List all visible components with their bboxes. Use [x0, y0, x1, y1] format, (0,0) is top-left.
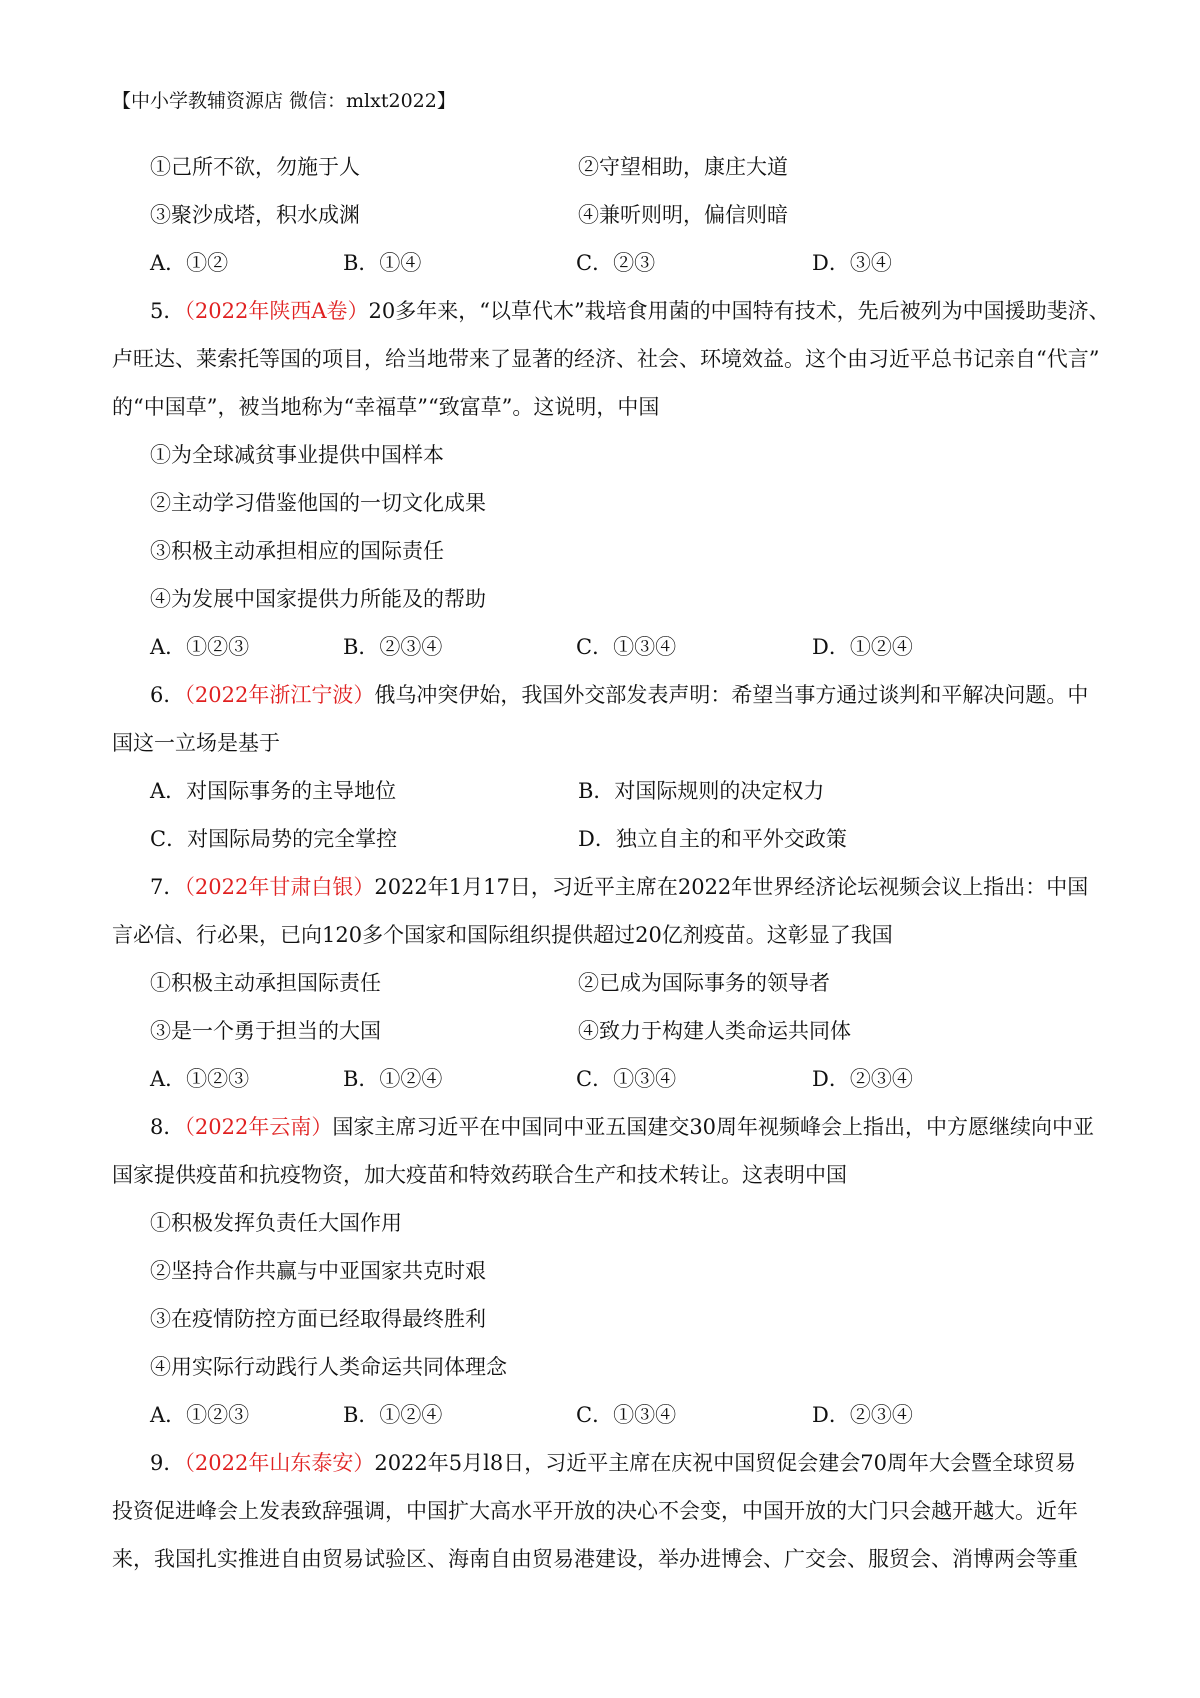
page-header: 【中小学教辅资源店 微信：mlxt2022】	[112, 90, 456, 112]
q5-choice-d: D．①②④	[812, 635, 913, 659]
q9-stem-line-3: 来，我国扎实推进自由贸易试验区、海南自由贸易港建设，举办进博会、广交会、服贸会、消博两会等重	[112, 1547, 1078, 1571]
q6-number: 6．	[150, 683, 185, 707]
q6-option-c: C．对国际局势的完全掌控	[150, 827, 398, 851]
q4-option-1: ①己所不欲，勿施于人	[150, 155, 360, 179]
q8-option-1: ①积极发挥负责任大国作用	[150, 1211, 402, 1235]
q5-stem-line-3: 的“中国草”，被当地称为“幸福草”“致富草”。这说明，中国	[112, 395, 660, 419]
q6-option-a: A．对国际事务的主导地位	[150, 779, 397, 803]
q8-choice-c: C．①③④	[576, 1403, 677, 1427]
q7-option-4: ④致力于构建人类命运共同体	[578, 1019, 851, 1043]
q8-text-1: 国家主席习近平在中国同中亚五国建交30周年视频峰会上指出，中方愿继续向中亚	[332, 1115, 1095, 1139]
q7-text-1: 2022年1月17日，习近平主席在2022年世界经济论坛视频会议上指出：中国	[374, 875, 1089, 899]
q9-number: 9．	[150, 1451, 185, 1475]
q8-choice-b: B．①②④	[343, 1403, 443, 1427]
q8-number: 8．	[150, 1115, 185, 1139]
q4-option-3: ③聚沙成塔，积水成渊	[150, 203, 360, 227]
q9-stem-line-2: 投资促进峰会上发表致辞强调，中国扩大高水平开放的决心不会变，中国开放的大门只会越开越大。近年	[112, 1499, 1078, 1523]
q7-choice-b: B．①②④	[343, 1067, 443, 1091]
q8-choice-a: A．①②③	[150, 1403, 250, 1427]
q9-source: （2022年山东泰安）	[184, 1451, 375, 1475]
q6-option-b: B．对国际规则的决定权力	[578, 779, 825, 803]
q6-source: （2022年浙江宁波）	[184, 683, 375, 707]
q7-source: （2022年甘肃白银）	[184, 875, 375, 899]
q6-text-1: 俄乌冲突伊始，我国外交部发表声明：希望当事方通过谈判和平解决问题。中	[374, 683, 1089, 707]
q7-choice-d: D．②③④	[812, 1067, 913, 1091]
q5-choice-a: A．①②③	[150, 635, 250, 659]
q6-option-d: D．独立自主的和平外交政策	[578, 827, 847, 851]
q4-choice-a: A．①②	[150, 251, 229, 275]
q5-stem-line-1	[150, 296, 1110, 326]
q7-stem-line-2: 言必信、行必果，已向120多个国家和国际组织提供超过20亿剂疫苗。这彰显了我国	[112, 923, 893, 947]
q4-option-2: ②守望相助，康庄大道	[578, 155, 788, 179]
q8-stem-line-2: 国家提供疫苗和抗疫物资，加大疫苗和特效药联合生产和技术转让。这表明中国	[112, 1163, 847, 1187]
q7-number: 7．	[150, 875, 185, 899]
q5-option-3: ③积极主动承担相应的国际责任	[150, 539, 444, 563]
q5-option-2: ②主动学习借鉴他国的一切文化成果	[150, 491, 486, 515]
q8-option-2: ②坚持合作共赢与中亚国家共克时艰	[150, 1259, 486, 1283]
q7-choice-a: A．①②③	[150, 1067, 250, 1091]
q8-option-3: ③在疫情防控方面已经取得最终胜利	[150, 1307, 486, 1331]
q5-choice-c: C．①③④	[576, 635, 677, 659]
q8-stem-line-1	[150, 1112, 1094, 1142]
q7-option-2: ②已成为国际事务的领导者	[578, 971, 830, 995]
q7-option-3: ③是一个勇于担当的大国	[150, 1019, 381, 1043]
q4-option-4: ④兼听则明，偏信则暗	[578, 203, 788, 227]
q9-stem-line-1	[150, 1448, 1076, 1478]
q6-stem-line-1	[150, 680, 1088, 710]
q8-source: （2022年云南）	[184, 1115, 333, 1139]
q8-option-4: ④用实际行动践行人类命运共同体理念	[150, 1355, 507, 1379]
q4-choice-b: B．①④	[343, 251, 422, 275]
q8-choice-d: D．②③④	[812, 1403, 913, 1427]
q5-choice-b: B．②③④	[343, 635, 443, 659]
q5-number: 5．	[150, 299, 185, 323]
q5-option-4: ④为发展中国家提供力所能及的帮助	[150, 587, 486, 611]
q5-text-1: 20多年来，“以草代木”栽培食用菌的中国特有技术，先后被列为中国援助斐济、	[368, 299, 1110, 323]
q5-source: （2022年陕西A卷）	[184, 299, 369, 323]
q7-choice-c: C．①③④	[576, 1067, 677, 1091]
q5-stem-line-2: 卢旺达、莱索托等国的项目，给当地带来了显著的经济、社会、环境效益。这个由习近平总书记亲自“代言”	[112, 347, 1100, 371]
q4-choice-d: D．③④	[812, 251, 892, 275]
q7-option-1: ①积极主动承担国际责任	[150, 971, 381, 995]
q6-stem-line-2: 国这一立场是基于	[112, 731, 280, 755]
q9-text-1: 2022年5月l8日，习近平主席在庆祝中国贸促会建会70周年大会暨全球贸易	[374, 1451, 1076, 1475]
q7-stem-line-1	[150, 872, 1088, 902]
q5-option-1: ①为全球减贫事业提供中国样本	[150, 443, 444, 467]
q4-choice-c: C．②③	[576, 251, 656, 275]
